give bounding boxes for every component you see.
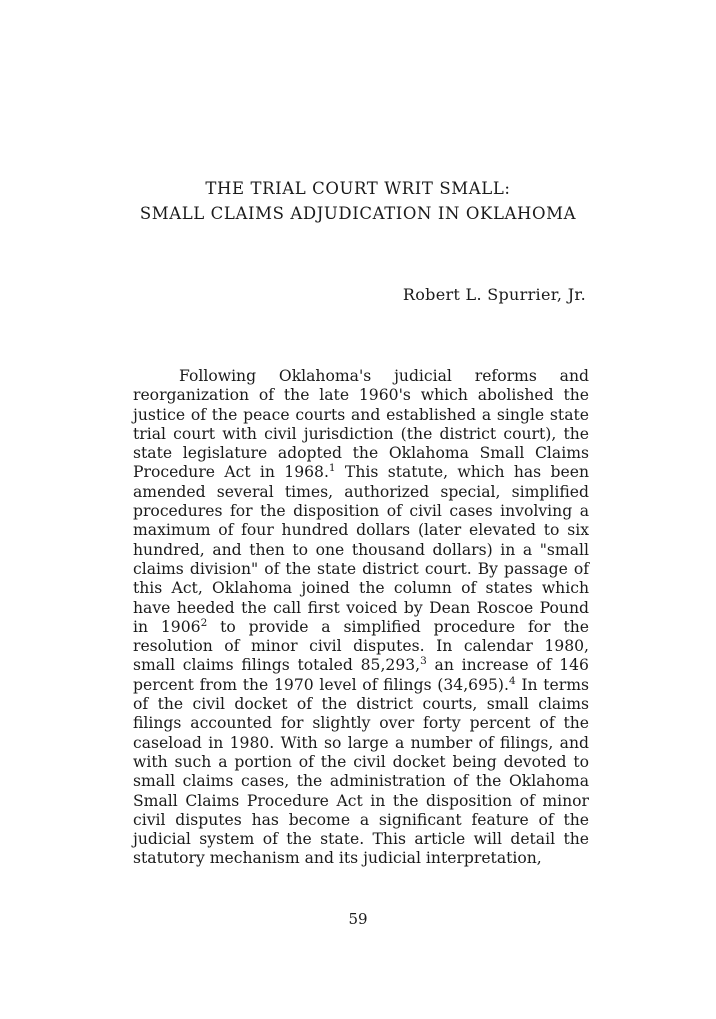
- footnote-marker: 4: [508, 674, 516, 687]
- footnote-marker: 2: [200, 616, 208, 629]
- body-text-segment: In terms of the civil docket of the district courts, small claims filings accounted for slightly over forty percent of the caseload in 1980. With so large a number of filings, and with such a portion of the civil docket being devoted to small claims cases, the administration of the Oklahoma Small Claims Procedure Act in the disposition of minor civil disputes has become a significant feature of the judicial system of the state. This article will detail the statutory mechanism and its judicial interpretation,: [133, 675, 590, 868]
- page-number: 59: [348, 910, 368, 928]
- article-title: [0, 176, 716, 226]
- footnote-marker: 3: [420, 655, 427, 668]
- body-text-segment: Following Oklahoma's judicial reforms and reorganization of the late 1960's which abolished the justice of the peace courts and established a single state trial court with civil jurisdiction (the district court), the state legislature adopted the Oklahoma Small Claims Procedure Act in 1968.: [133, 367, 589, 482]
- body-paragraph: [133, 367, 589, 869]
- title-line-1: THE TRIAL COURT WRIT SMALL:: [205, 179, 511, 198]
- author-name: Robert L. Spurrier, Jr.: [402, 285, 586, 304]
- body-text-segment: to provide a simplified procedure for the resolution of minor civil disputes. In calendar 1980, small claims filings totaled 85,293,: [133, 617, 589, 675]
- footnote-marker: 1: [328, 462, 336, 475]
- title-line-2: SMALL CLAIMS ADJUDICATION IN OKLAHOMA: [139, 204, 577, 223]
- body-text-segment: This statute, which has been amended several times, authorized special, simplified procedures for the disposition of civil cases involving a maximum of four hundred dollars (later elevated to six hundred, and then to one thousand dollars) in a "small claims division" of the state district court. By passage of this Act, Oklahoma joined the column of states which have heeded the call first voiced by Dean Roscoe Pound in 1906: [133, 463, 589, 636]
- body-text-segment: an increase of 146 percent from the 1970 level of filings (34,695).: [133, 656, 589, 694]
